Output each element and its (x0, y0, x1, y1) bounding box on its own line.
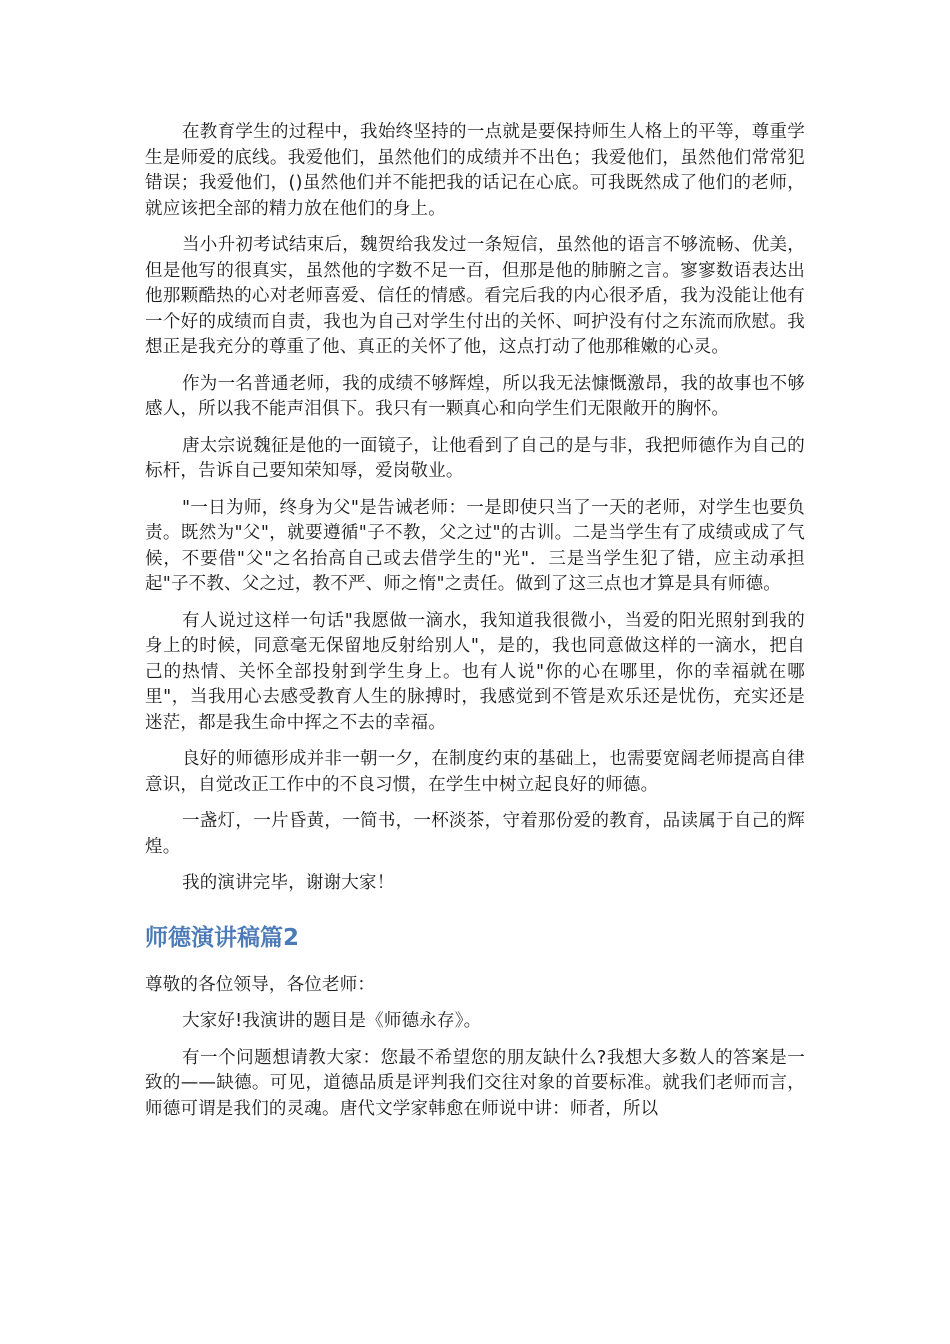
body-paragraph: 当小升初考试结束后，魏贺给我发过一条短信，虽然他的语言不够流畅、优美，但是他写的很真实，虽然他的字数不足一百，但那是他的肺腑之言。寥寥数语表达出他那颗酷热的心对老师喜爱、信任的情感。看完后我的内心很矛盾，我为没能让他有一个好的成绩而自责，我也为自己对学生付出的关怀、呵护没有付之东流而欣慰。我想正是我充分的尊重了他、真正的关怀了他，这点打动了他那稚嫩的心灵。 (145, 235, 805, 357)
body-paragraph: 良好的师德形成并非一朝一夕，在制度约束的基础上，也需要宽阔老师提高自律意识，自觉改正工作中的不良习惯，在学生中树立起良好的师德。 (145, 749, 805, 795)
section-heading (145, 923, 805, 953)
section-number: 篇2 (260, 924, 300, 951)
body-paragraph: 大家好!我演讲的题目是《师德永存》。 (182, 1011, 482, 1031)
body-paragraph: "一日为师，终身为父"是告诫老师：一是即使只当了一天的老师，对学生也要负责。既然为"父"，就要遵循"子不教，父之过"的古训。二是当学生有了成绩或成了气候，不要借"父"之名抬高自己或去借学生的"光"．三是当学生犯了错，应主动承担起"子不教、父之过，教不严、师之惰"之责任。做到了这三点也才算是具有师德。 (145, 497, 805, 594)
body-paragraph: 作为一名普通老师，我的成绩不够辉煌，所以我无法慷慨激昂，我的故事也不够感人，所以我不能声泪俱下。我只有一颗真心和向学生们无限敞开的胸怀。 (145, 373, 805, 419)
body-paragraph: 有一个问题想请教大家：您最不希望您的朋友缺什么?我想大多数人的答案是一致的——缺德。可见，道德品质是评判我们交往对象的首要标准。就我们老师而言，师德可谓是我们的灵魂。唐代文学家韩愈在师说中讲：师者，所以 (145, 1047, 805, 1119)
document-page (145, 120, 805, 1133)
body-paragraph: 在教育学生的过程中，我始终坚持的一点就是要保持师生人格上的平等，尊重学生是师爱的底线。我爱他们，虽然他们的成绩并不出色；我爱他们，虽然他们常常犯错误；我爱他们，()虽然他们并不能把我的话记在心底。可我既然成了他们的老师，就应该把全部的精力放在他们的身上。 (145, 122, 805, 219)
section-title: 师德演讲稿 (145, 924, 260, 951)
body-paragraph: 我的演讲完毕，谢谢大家！ (182, 873, 395, 893)
salutation: 尊敬的各位领导，各位老师： (145, 974, 376, 995)
body-paragraph: 唐太宗说魏征是他的一面镜子，让他看到了自己的是与非，我把师德作为自己的标杆，告诉自己要知荣知辱，爱岗敬业。 (145, 435, 805, 481)
body-paragraph: 有人说过这样一句话"我愿做一滴水，我知道我很微小，当爱的阳光照射到我的身上的时候，同意毫无保留地反射给别人"，是的，我也同意做这样的一滴水，把自己的热情、关怀全部投射到学生身上。也有人说"你的心在哪里，你的幸福就在哪里"，当我用心去感受教育人生的脉搏时，我感觉到不管是欢乐还是忧伤，充实还是迷茫，都是我生命中挥之不去的幸福。 (145, 610, 805, 733)
body-paragraph: 一盏灯，一片昏黄，一简书，一杯淡茶，守着那份爱的教育，品读属于自己的辉煌。 (145, 811, 805, 857)
